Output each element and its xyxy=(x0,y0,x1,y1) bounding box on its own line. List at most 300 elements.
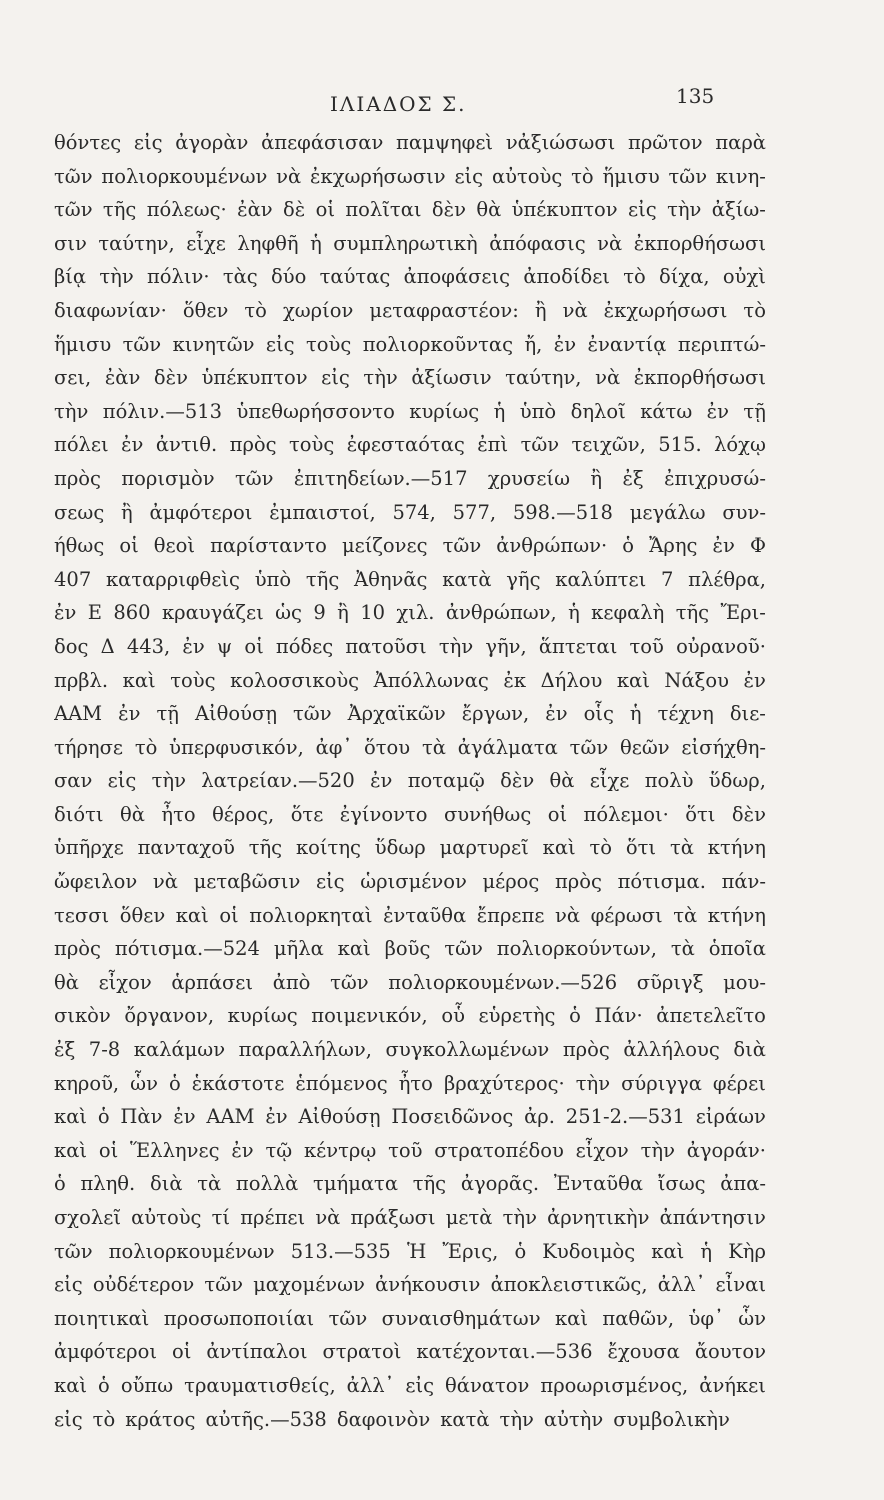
word: ληφθῆ xyxy=(237,231,299,255)
word: οὐρανοῦ· xyxy=(676,634,766,658)
word: τὴν xyxy=(54,399,89,423)
word: ὑπερφυσικόν, xyxy=(169,735,304,759)
word: ποιητικαὶ xyxy=(54,1306,150,1330)
word: τὴν xyxy=(667,198,702,222)
word: εἰράων xyxy=(695,1105,766,1129)
word: ὡς xyxy=(275,601,302,625)
word: εἰς xyxy=(265,332,295,356)
word: Αἰθούσῃ xyxy=(194,702,278,726)
word: δὲν xyxy=(500,769,535,793)
word: Κυδοιμὸς xyxy=(542,1239,636,1263)
word: δος xyxy=(54,634,89,658)
word: θὰ xyxy=(476,198,502,222)
word: κινη- xyxy=(715,164,766,188)
word: πολιορκηταὶ xyxy=(249,903,373,927)
word: καὶ xyxy=(122,668,156,692)
word: καὶ xyxy=(175,903,209,927)
word: 251-2.—531 xyxy=(565,1105,685,1129)
word: ὑπέκυπτον xyxy=(201,366,308,390)
word: ἐν xyxy=(54,601,77,625)
word: ἐὰν xyxy=(237,198,273,222)
word: τί xyxy=(211,1206,231,1229)
word: ἀνθρώπων· xyxy=(496,534,608,558)
word: ἀξίωσιν xyxy=(411,366,492,390)
word: παρίσταντο xyxy=(210,534,327,558)
word: Ἡ xyxy=(406,1239,427,1263)
text-line xyxy=(54,328,766,362)
word: εἰς xyxy=(107,769,137,793)
word: τῶν xyxy=(520,433,560,457)
word: ἐν xyxy=(706,399,729,423)
word: ἀντιθ. xyxy=(155,433,218,457)
word: εἰς xyxy=(54,1407,83,1431)
word: νὰ xyxy=(597,231,623,255)
word: γῆς xyxy=(506,567,541,591)
word: φέρει xyxy=(712,1071,766,1095)
word: τῇ xyxy=(156,702,179,726)
word: πληθ. xyxy=(80,1172,136,1196)
word: ἔπρεπε xyxy=(476,903,545,927)
word: ἀλλήλους xyxy=(623,1038,720,1062)
word: συνήθως xyxy=(443,802,532,826)
word: τῷ xyxy=(265,1138,293,1162)
word: πόλει xyxy=(54,433,109,457)
word: βίᾳ xyxy=(54,265,87,289)
word: τοὺς xyxy=(170,668,216,692)
text-line xyxy=(54,764,766,798)
word: τὸ xyxy=(623,265,646,289)
text-line xyxy=(54,529,766,563)
word: ἢ xyxy=(337,601,349,625)
word: ἀντίπαλοι xyxy=(206,1340,308,1364)
word: τὰ xyxy=(669,836,694,860)
word: Ἔρις, xyxy=(442,1239,499,1263)
word: Φ xyxy=(749,534,766,558)
word: ταύτην, xyxy=(98,231,175,255)
word: εἶχε xyxy=(589,769,630,793)
word: πρὸς xyxy=(54,937,101,961)
word: ἐκχωρήσωσι xyxy=(603,298,728,322)
word: ΑΑΜ xyxy=(54,702,103,726)
word: θὰ xyxy=(54,970,79,994)
text-line xyxy=(54,899,766,933)
word: Ἀρχαϊκῶν xyxy=(347,702,446,726)
text-line xyxy=(54,462,766,496)
word: πρέπει xyxy=(240,1206,306,1229)
word: ἥμισυ xyxy=(602,164,660,188)
word: τῶν xyxy=(569,735,609,759)
word: εὑρετὴς xyxy=(478,1004,556,1028)
word: ἀνθρώπων, xyxy=(445,601,557,625)
word: τέχνη xyxy=(657,702,714,726)
word: ὅθεν xyxy=(119,903,166,927)
word: ἔργων, xyxy=(461,702,530,726)
word: σικὸν xyxy=(54,1004,111,1028)
word: ἡ xyxy=(629,702,642,726)
word: ὁ xyxy=(98,1373,110,1397)
text-line xyxy=(54,1369,766,1403)
text-line xyxy=(54,496,766,530)
word: δὲν xyxy=(431,198,466,222)
word: Ἐνταῦθα xyxy=(553,1172,644,1196)
word: σύριγγα xyxy=(621,1071,702,1095)
word: ἑπόμενος xyxy=(295,1071,388,1095)
word: εἶχον xyxy=(575,1138,629,1162)
word: πρῶτον xyxy=(628,131,703,154)
word: πότισμα.—524 xyxy=(114,937,260,961)
word: σιν xyxy=(54,231,87,255)
word: οἱ xyxy=(219,903,239,927)
word: ὕδωρ xyxy=(374,836,426,860)
word: ὅτου xyxy=(364,735,411,759)
word: εἰς xyxy=(133,131,163,154)
word: ὁ xyxy=(569,1004,581,1028)
word: ἀπετελεῖτο xyxy=(656,1004,766,1028)
word: ἀπάντησιν xyxy=(659,1206,766,1229)
word: κολοσσικοὺς xyxy=(230,668,360,692)
text-line xyxy=(54,260,766,294)
word: ὅτι xyxy=(625,836,657,860)
word: πρβλ. xyxy=(54,668,109,692)
word: ποιμενικόν, xyxy=(311,1004,428,1028)
text-line xyxy=(54,126,766,160)
word: ποταμῷ xyxy=(407,769,485,793)
word: οἷς xyxy=(583,702,614,726)
word: τὸ xyxy=(92,1407,116,1431)
word: Ἔρι- xyxy=(720,601,766,625)
word: σαν xyxy=(54,769,93,793)
word: νὰ xyxy=(595,366,621,390)
word: ὑπὸ xyxy=(519,399,557,423)
word: τὰ xyxy=(197,1172,222,1196)
word: ἀγορᾶς. xyxy=(460,1172,540,1196)
word: ὑπέκυπτον xyxy=(511,198,618,222)
word: πολιορκοῦντας xyxy=(362,332,514,356)
word: τὸ xyxy=(134,735,158,759)
word: τὴν xyxy=(640,1138,675,1162)
word: δίχα, xyxy=(659,265,710,289)
word: τὴν xyxy=(363,366,398,390)
word: ἀγάλματα xyxy=(457,735,558,759)
text-line xyxy=(54,596,766,630)
word: κηροῦ, xyxy=(54,1071,120,1095)
word: τὴν xyxy=(575,1071,611,1095)
word: ἐναντίᾳ xyxy=(587,332,667,356)
word: μέρος xyxy=(482,870,540,894)
word: ἡ xyxy=(310,231,322,255)
word: τῆς xyxy=(102,198,137,222)
text-line xyxy=(54,1335,766,1369)
word: ὑφ᾽ xyxy=(688,1306,724,1330)
word: τοῦ xyxy=(388,1138,423,1162)
word: ἄουτον xyxy=(694,1340,766,1364)
word: ἀρ. xyxy=(524,1105,555,1129)
word: μαχομένων xyxy=(253,1273,365,1297)
word: πόλεως· xyxy=(146,198,227,222)
word: πράξωσι xyxy=(350,1206,436,1229)
word: σεως xyxy=(54,500,105,524)
word: καὶ xyxy=(542,836,576,860)
word: 7-8 xyxy=(88,1038,121,1062)
word: δὲν xyxy=(153,366,188,390)
word: Δήλου xyxy=(540,668,603,692)
word: ἀρνητικὴν xyxy=(547,1206,650,1229)
word: τῶν xyxy=(328,1306,368,1330)
word: δηλοῖ xyxy=(570,399,626,423)
word: εἰς xyxy=(315,870,345,894)
word: ἐν xyxy=(370,769,393,793)
text-line xyxy=(54,1134,766,1168)
word: παραλλήλων, xyxy=(238,1038,372,1062)
word: ἐν xyxy=(712,534,735,558)
word: 574, xyxy=(392,500,436,524)
word: θέρος, xyxy=(212,802,275,826)
word: ἔχουσα xyxy=(607,1340,680,1364)
text-line xyxy=(54,361,766,395)
word: θάνατον xyxy=(445,1373,530,1397)
text-line xyxy=(54,831,766,865)
word: ἐν xyxy=(121,433,144,457)
word: φέρωσι xyxy=(590,903,663,927)
word: εἰς xyxy=(321,366,350,390)
word: τῶν xyxy=(234,466,274,490)
word: 577, xyxy=(452,500,497,524)
word: ἐμπαιστοί, xyxy=(269,500,376,524)
word: ἀγορὰν xyxy=(175,131,249,154)
word: μῆλα xyxy=(273,937,324,961)
word: πορισμὸν xyxy=(121,466,215,490)
word: θὰ xyxy=(120,802,145,826)
word: προωρισμένος, xyxy=(540,1373,689,1397)
word: νὰ xyxy=(562,298,588,322)
word: εἶχον xyxy=(98,970,152,994)
word: συμπληρωτικὴ xyxy=(333,231,478,255)
word: μεταβῶσιν xyxy=(193,870,301,894)
word: ἅπτεται xyxy=(538,634,618,658)
word: διε- xyxy=(729,702,766,726)
word: θόντες xyxy=(54,131,122,154)
word: πρὸς xyxy=(229,433,277,457)
word: μαρτυρεῖ xyxy=(439,836,529,860)
text-line xyxy=(54,563,766,597)
word: πότισμα. xyxy=(617,870,706,894)
text-line xyxy=(54,932,766,966)
word: ἀλλ᾽ xyxy=(346,1373,395,1397)
word: ἑκάστοτε xyxy=(191,1071,285,1095)
word: ὁ xyxy=(97,1105,110,1129)
word: διότι xyxy=(54,802,104,826)
word: αὐτῆς.—538 xyxy=(205,1407,327,1431)
text-line xyxy=(54,193,766,227)
word: προσωποποιίαι xyxy=(163,1306,315,1330)
text-line xyxy=(54,966,766,1000)
word: εἶναι xyxy=(715,1273,766,1297)
word: βοῦς xyxy=(384,937,431,961)
word: Ἀπόλλωνας xyxy=(373,668,489,692)
word: πόδες xyxy=(275,634,334,658)
word: ἐν xyxy=(265,1105,288,1129)
word: πόλεμοι· xyxy=(583,802,669,826)
word: ἐφεσταότας xyxy=(346,433,465,457)
text-line xyxy=(54,395,766,429)
word: τῶν xyxy=(668,164,708,188)
word: εἰσήχθη- xyxy=(681,735,766,759)
word: πόλιν.—513 xyxy=(102,399,223,423)
word: παρὰ xyxy=(715,131,766,154)
word: ἀπα- xyxy=(720,1172,766,1196)
word: περιπτώ- xyxy=(677,332,766,356)
word: τῶν xyxy=(204,1273,243,1297)
word: νἀξιώσωσι xyxy=(505,131,616,154)
commentary-text xyxy=(54,126,766,1436)
text-line xyxy=(54,1201,766,1235)
word: θὰ xyxy=(549,769,575,793)
word: ἐπὶ xyxy=(477,433,509,457)
word: πλέθρα, xyxy=(688,567,766,591)
word: ὧν xyxy=(130,1071,158,1095)
word: ὁ xyxy=(622,534,634,558)
word: ἀξίω- xyxy=(711,198,766,222)
word: αὐτὴν xyxy=(543,1407,604,1431)
word: καὶ xyxy=(616,668,650,692)
word: κτήνη xyxy=(707,903,766,927)
word: συγκολλωμένων xyxy=(385,1038,550,1062)
word: 7 xyxy=(660,567,674,591)
word: ἐγίνοντο xyxy=(339,802,428,826)
word: ἐν xyxy=(743,668,766,692)
word: πρὸς xyxy=(562,1038,610,1062)
word: σχολεῖ xyxy=(54,1206,121,1229)
word: τοῦ xyxy=(629,634,664,658)
word: ήθως xyxy=(54,534,105,558)
word: ἀλλ᾽ xyxy=(657,1273,706,1297)
word: πάν- xyxy=(721,870,766,894)
word: 598.—518 xyxy=(512,500,613,524)
word: διὰ xyxy=(733,1038,766,1062)
word: ὁποῖα xyxy=(708,937,766,961)
word: παμψηφεὶ xyxy=(396,131,494,154)
word: ἥμισυ xyxy=(54,332,112,356)
word: ὑπεθωρήσσοντο xyxy=(236,399,395,423)
word: πολλὰ xyxy=(235,1172,299,1196)
text-line xyxy=(54,1100,766,1134)
word: ἡ xyxy=(568,601,580,625)
word: σει, xyxy=(54,366,92,390)
word: τὸ xyxy=(743,298,766,322)
word: οὐχὶ xyxy=(722,265,766,289)
word: ἐπιτηδείων.—517 xyxy=(293,466,468,490)
text-line xyxy=(54,798,766,832)
word: συμβολικὴν xyxy=(613,1407,730,1431)
word: τὴν xyxy=(502,1206,537,1229)
word: τμήματα xyxy=(313,1172,398,1196)
word: πολὺ xyxy=(644,769,694,793)
word: ἐξ xyxy=(54,1038,76,1062)
word: ΑΑΜ xyxy=(206,1105,255,1129)
word: τῶν xyxy=(444,937,483,961)
word: διὰ xyxy=(149,1172,183,1196)
word: ὡρισμένον xyxy=(360,870,467,894)
word: τῶν xyxy=(330,970,369,994)
text-line xyxy=(54,1302,766,1336)
word: αὐτοὺς xyxy=(491,164,563,188)
word: τὴν xyxy=(99,265,134,289)
text-line xyxy=(54,697,766,731)
word: τῶν xyxy=(54,1239,93,1263)
word: οὐδέτερον xyxy=(92,1273,195,1297)
word: τῶν xyxy=(122,332,162,356)
text-line xyxy=(54,227,766,261)
word: Αἰθούσῃ xyxy=(298,1105,381,1129)
word: ἐν xyxy=(182,634,205,658)
word: ἀνήκουσιν xyxy=(375,1273,481,1297)
word: οἱ xyxy=(119,534,139,558)
word: τὴν xyxy=(438,634,474,658)
word: ἀπὸ xyxy=(272,970,311,994)
page-number: 135 xyxy=(676,84,715,108)
word: ἀποκλειστικῶς, xyxy=(490,1273,648,1297)
word: τῶν xyxy=(293,702,332,726)
word: γῆν, xyxy=(485,634,527,658)
word: ἐκπορθήσωσι xyxy=(633,366,766,390)
word: ἐν xyxy=(173,1105,196,1129)
word: βραχύτερος· xyxy=(443,1071,565,1095)
word: ἐὰν xyxy=(104,366,141,390)
text-line xyxy=(54,428,766,462)
word: σῦριγξ xyxy=(636,970,704,994)
word: οὔπω xyxy=(120,1373,174,1397)
word: κτήνη xyxy=(707,836,766,860)
word: ὅθεν xyxy=(182,298,229,322)
word: ἡ xyxy=(700,1239,713,1263)
word: αὐτοὺς xyxy=(131,1206,202,1229)
word: ἐν xyxy=(553,332,577,356)
word: ὧν xyxy=(738,1306,766,1330)
word: καταρριφθεὶς xyxy=(105,567,240,591)
word: Πὰν xyxy=(120,1105,163,1129)
word: ὤφειλον xyxy=(54,870,138,894)
word: τὰ xyxy=(421,735,446,759)
word: καὶ xyxy=(54,1373,88,1397)
word: εἰς xyxy=(54,1273,83,1297)
word: ἦτο xyxy=(398,1071,433,1095)
word: οἱ xyxy=(547,802,568,826)
word: τραυματισθείς, xyxy=(184,1373,336,1397)
word: κοίτης xyxy=(295,836,361,860)
page-header xyxy=(0,84,884,124)
word: 9 xyxy=(313,601,326,625)
text-line xyxy=(54,865,766,899)
text-line xyxy=(54,999,766,1033)
word: τῆς xyxy=(248,836,283,860)
word: οὗ xyxy=(441,1004,465,1028)
word: καλάμων xyxy=(133,1038,226,1062)
word: τὸ xyxy=(589,836,613,860)
word: ἀμφότεροι xyxy=(149,500,253,524)
word: ὁ xyxy=(514,1239,527,1263)
word: 860 xyxy=(113,601,151,625)
word: κάτω xyxy=(640,399,693,423)
word: ἀπεφάσισαν xyxy=(261,131,384,154)
word: ἐκχωρήσωσιν xyxy=(310,164,446,188)
word: ἢ xyxy=(121,500,133,524)
word: τῇ xyxy=(743,399,766,423)
word: ἐν xyxy=(545,702,568,726)
word: Ἕλληνες xyxy=(130,1138,220,1162)
text-line xyxy=(54,1067,766,1101)
word: τοὺς xyxy=(288,433,335,457)
word: ὄργανον, xyxy=(124,1004,215,1028)
